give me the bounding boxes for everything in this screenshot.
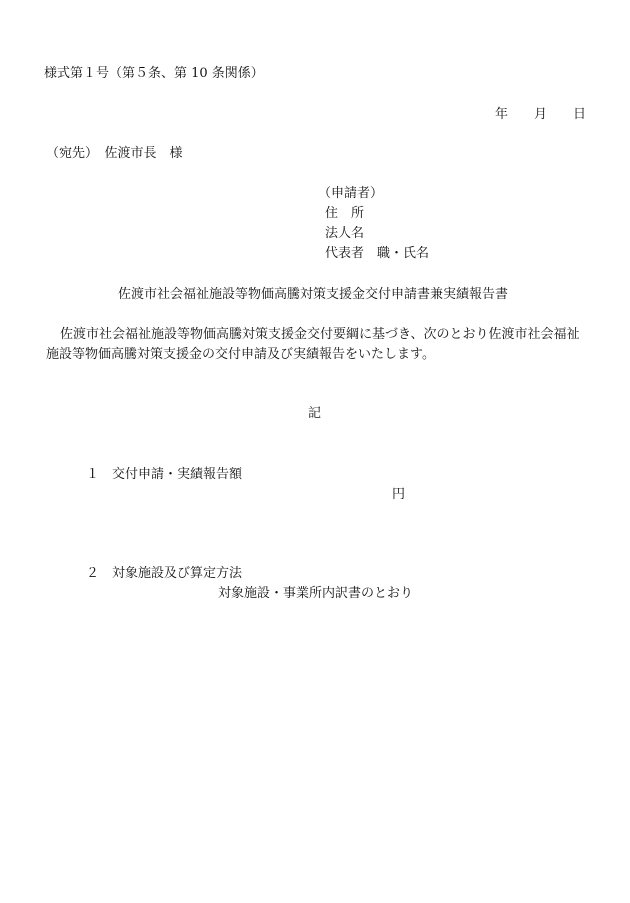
body-text-line-1: 佐渡市社会福祉施設等物価高騰対策支援金交付要綱に基づき、次のとおり佐渡市社会福祉 [60, 327, 580, 342]
item-1-amount-unit: 円 [392, 487, 406, 502]
item-2-label: ２ 対象施設及び算定方法 [86, 566, 243, 581]
addressee: （宛先） 佐渡市長 様 [46, 146, 183, 161]
note-heading: 記 [308, 406, 322, 421]
document-title: 佐渡市社会福祉施設等物価高騰対策支援金交付申請書兼実績報告書 [118, 287, 509, 302]
date-line: 年 月 日 [494, 107, 586, 122]
form-number: 様式第１号（第５条、第 10 条関係） [44, 66, 264, 81]
corporation-name-label: 法人名 [325, 226, 365, 241]
applicant-heading: （申請者） [318, 186, 384, 201]
address-label: 住 所 [325, 206, 365, 221]
body-text-line-2: 施設等物価高騰対策支援金の交付申請及び実績報告をいたします。 [46, 347, 435, 362]
item-1-label: １ 交付申請・実績報告額 [86, 467, 243, 482]
representative-label: 代表者 職・氏名 [325, 246, 430, 261]
item-2-value: 対象施設・事業所内訳書のとおり [218, 586, 414, 601]
